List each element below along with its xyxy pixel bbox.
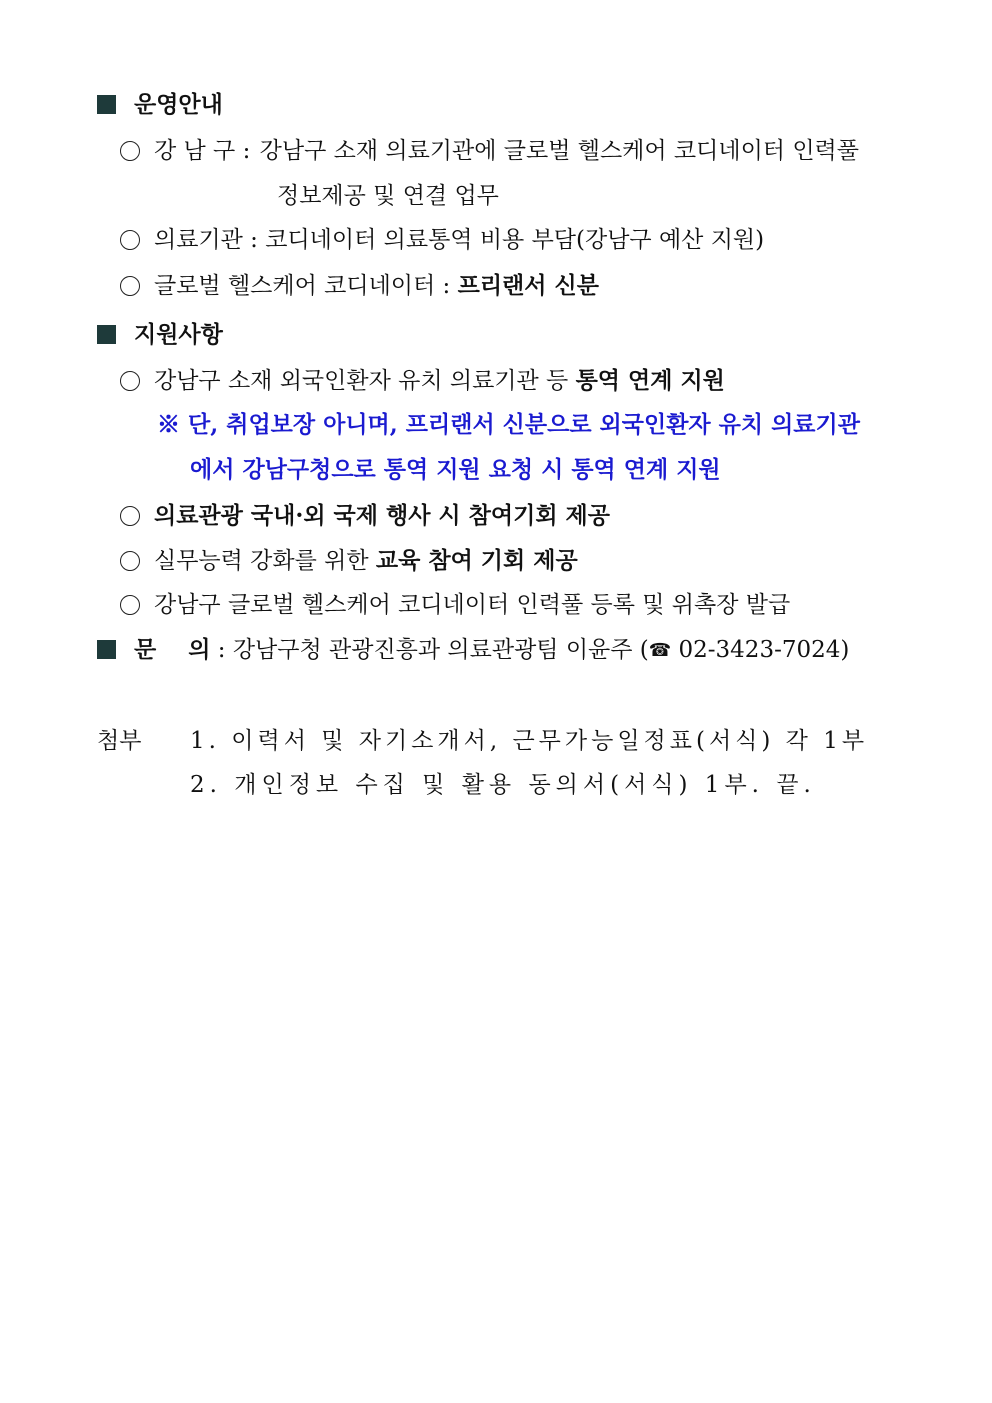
- support-item-1-text: 강남구 소재 외국인환자 유치 의료기관 등: [154, 368, 569, 394]
- support-item-1: [120, 366, 725, 396]
- attachment-item-1: 1. 이력서 및 자기소개서, 근무가능일정표(서식) 각 1부: [190, 728, 869, 754]
- support-item-2-text: 의료관광 국내·외 국제 행사 시 참여기회 제공: [154, 502, 610, 529]
- support-item-3-text: 실무능력 강화를 위한: [154, 548, 369, 574]
- support-note-line-2: 에서 강남구청으로 통역 지원 요청 시 통역 연계 지원: [190, 456, 721, 483]
- inquiry-line: [97, 635, 849, 666]
- support-item-2: [120, 501, 610, 531]
- support-item-3: [120, 546, 578, 576]
- support-note-line-1: ※ 단, 취업보장 아니며, 프리랜서 신분으로 외국인환자 유치 의료기관: [157, 411, 860, 438]
- circle-bullet-icon: [120, 371, 140, 391]
- section-support-title: 지원사항: [134, 321, 223, 348]
- operation-gangnam-item: [120, 136, 859, 166]
- operation-gangnam-label: 강 남 구 :: [154, 138, 251, 164]
- support-item-3-bold: 교육 참여 기회 제공: [375, 547, 578, 574]
- support-item-1-bold: 통역 연계 지원: [575, 367, 725, 394]
- inquiry-label: 문 의: [134, 636, 211, 663]
- support-item-4-text: 강남구 글로벌 헬스케어 코디네이터 인력풀 등록 및 위촉장 발급: [154, 592, 791, 618]
- inquiry-phone: 02-3423-7024): [678, 637, 850, 663]
- operation-gangnam-text: 강남구 소재 의료기관에 글로벌 헬스케어 코디네이터 인력풀: [259, 138, 859, 164]
- operation-hospital-item: [120, 225, 764, 255]
- inquiry-text: : 강남구청 관광진흥과 의료관광팀 이윤주 (: [217, 637, 649, 663]
- circle-bullet-icon: [120, 506, 140, 526]
- section-support-heading: [97, 320, 223, 350]
- circle-bullet-icon: [120, 595, 140, 615]
- attachment-item-2: 2. 개인정보 수집 및 활용 동의서(서식) 1부. 끝.: [190, 772, 816, 798]
- circle-bullet-icon: [120, 276, 140, 296]
- operation-hospital-text: 코디네이터 의료통역 비용 부담(강남구 예산 지원): [265, 227, 765, 253]
- circle-bullet-icon: [120, 551, 140, 571]
- operation-coordinator-value: 프리랜서 신분: [457, 272, 599, 299]
- circle-bullet-icon: [120, 230, 140, 250]
- circle-bullet-icon: [120, 141, 140, 161]
- support-item-4: [120, 590, 790, 620]
- section-operation-title: 운영안내: [134, 91, 223, 118]
- square-bullet-icon: [97, 640, 116, 659]
- operation-coordinator-label: 글로벌 헬스케어 코디네이터 :: [154, 273, 451, 299]
- phone-icon: ☎: [648, 640, 672, 661]
- square-bullet-icon: [97, 325, 116, 344]
- square-bullet-icon: [97, 95, 116, 114]
- section-operation-heading: [97, 90, 223, 120]
- operation-gangnam-text-cont: 정보제공 및 연결 업무: [277, 183, 499, 209]
- operation-coordinator-item: [120, 271, 599, 301]
- operation-hospital-label: 의료기관 :: [154, 227, 258, 253]
- attachments-label: 첨부: [97, 728, 142, 754]
